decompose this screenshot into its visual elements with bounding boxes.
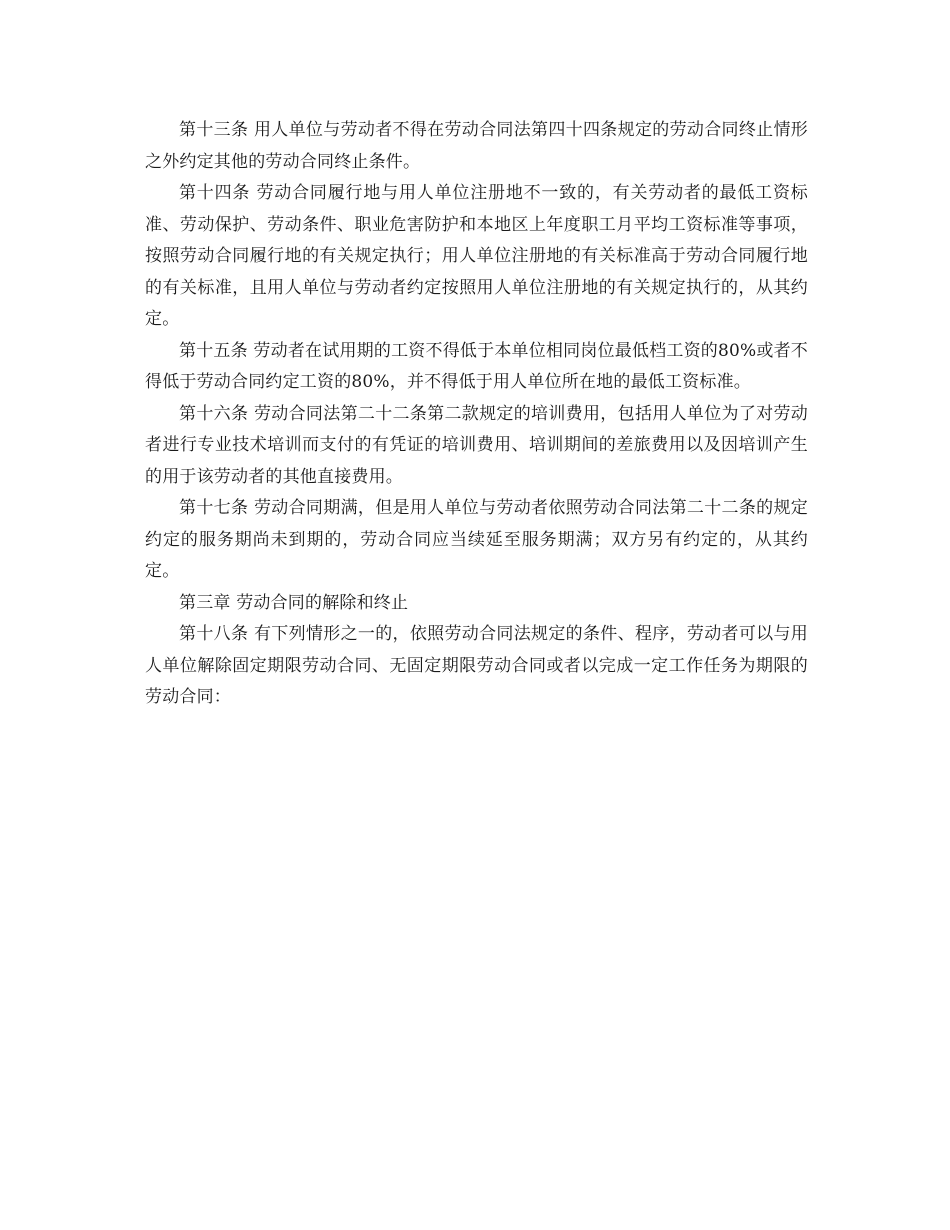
chapter-3-heading: 第三章 劳动合同的解除和终止 [179,592,409,613]
article-18-paragraph: 第十八条 有下列情形之一的，依照劳动合同法规定的条件、程序，劳动者可以与用人单位解除固定期限劳动合同、无固定期限劳动合同或者以完成一定工作任务为期限的劳动合同： [145,624,808,707]
article-16-paragraph: 第十六条 劳动合同法第二十二条第二款规定的培训费用，包括用人单位为了对劳动者进行专业技术培训而支付的有凭证的培训费用、培训期间的差旅费用以及因培训产生的用于该劳动者的其他直接费用。 [145,403,808,487]
article-15-paragraph: 第十五条 劳动者在试用期的工资不得低于本单位相同岗位最低档工资的80%或者不得低于劳动合同约定工资的80%，并不得低于用人单位所在地的最低工资标准。 [145,340,808,392]
article-17-paragraph: 第十七条 劳动合同期满，但是用人单位与劳动者依照劳动合同法第二十二条的规定约定的服务期尚未到期的，劳动合同应当续延至服务期满；双方另有约定的，从其约定。 [145,498,808,581]
article-14-paragraph: 第十四条 劳动合同履行地与用人单位注册地不一致的，有关劳动者的最低工资标准、劳动保护、劳动条件、职业危害防护和本地区上年度职工月平均工资标准等事项，按照劳动合同履行地的有关规定执行；用人单位注册地的有关标准高于劳动合同履行地的有关标准，且用人单位与劳动者约定按照用人单位注册地的有关规定执行的，从其约定。 [145,183,808,329]
article-13-paragraph: 第十三条 用人单位与劳动者不得在劳动合同法第四十四条规定的劳动合同终止情形之外约定其他的劳动合同终止条件。 [145,120,808,172]
document-body [145,115,808,714]
